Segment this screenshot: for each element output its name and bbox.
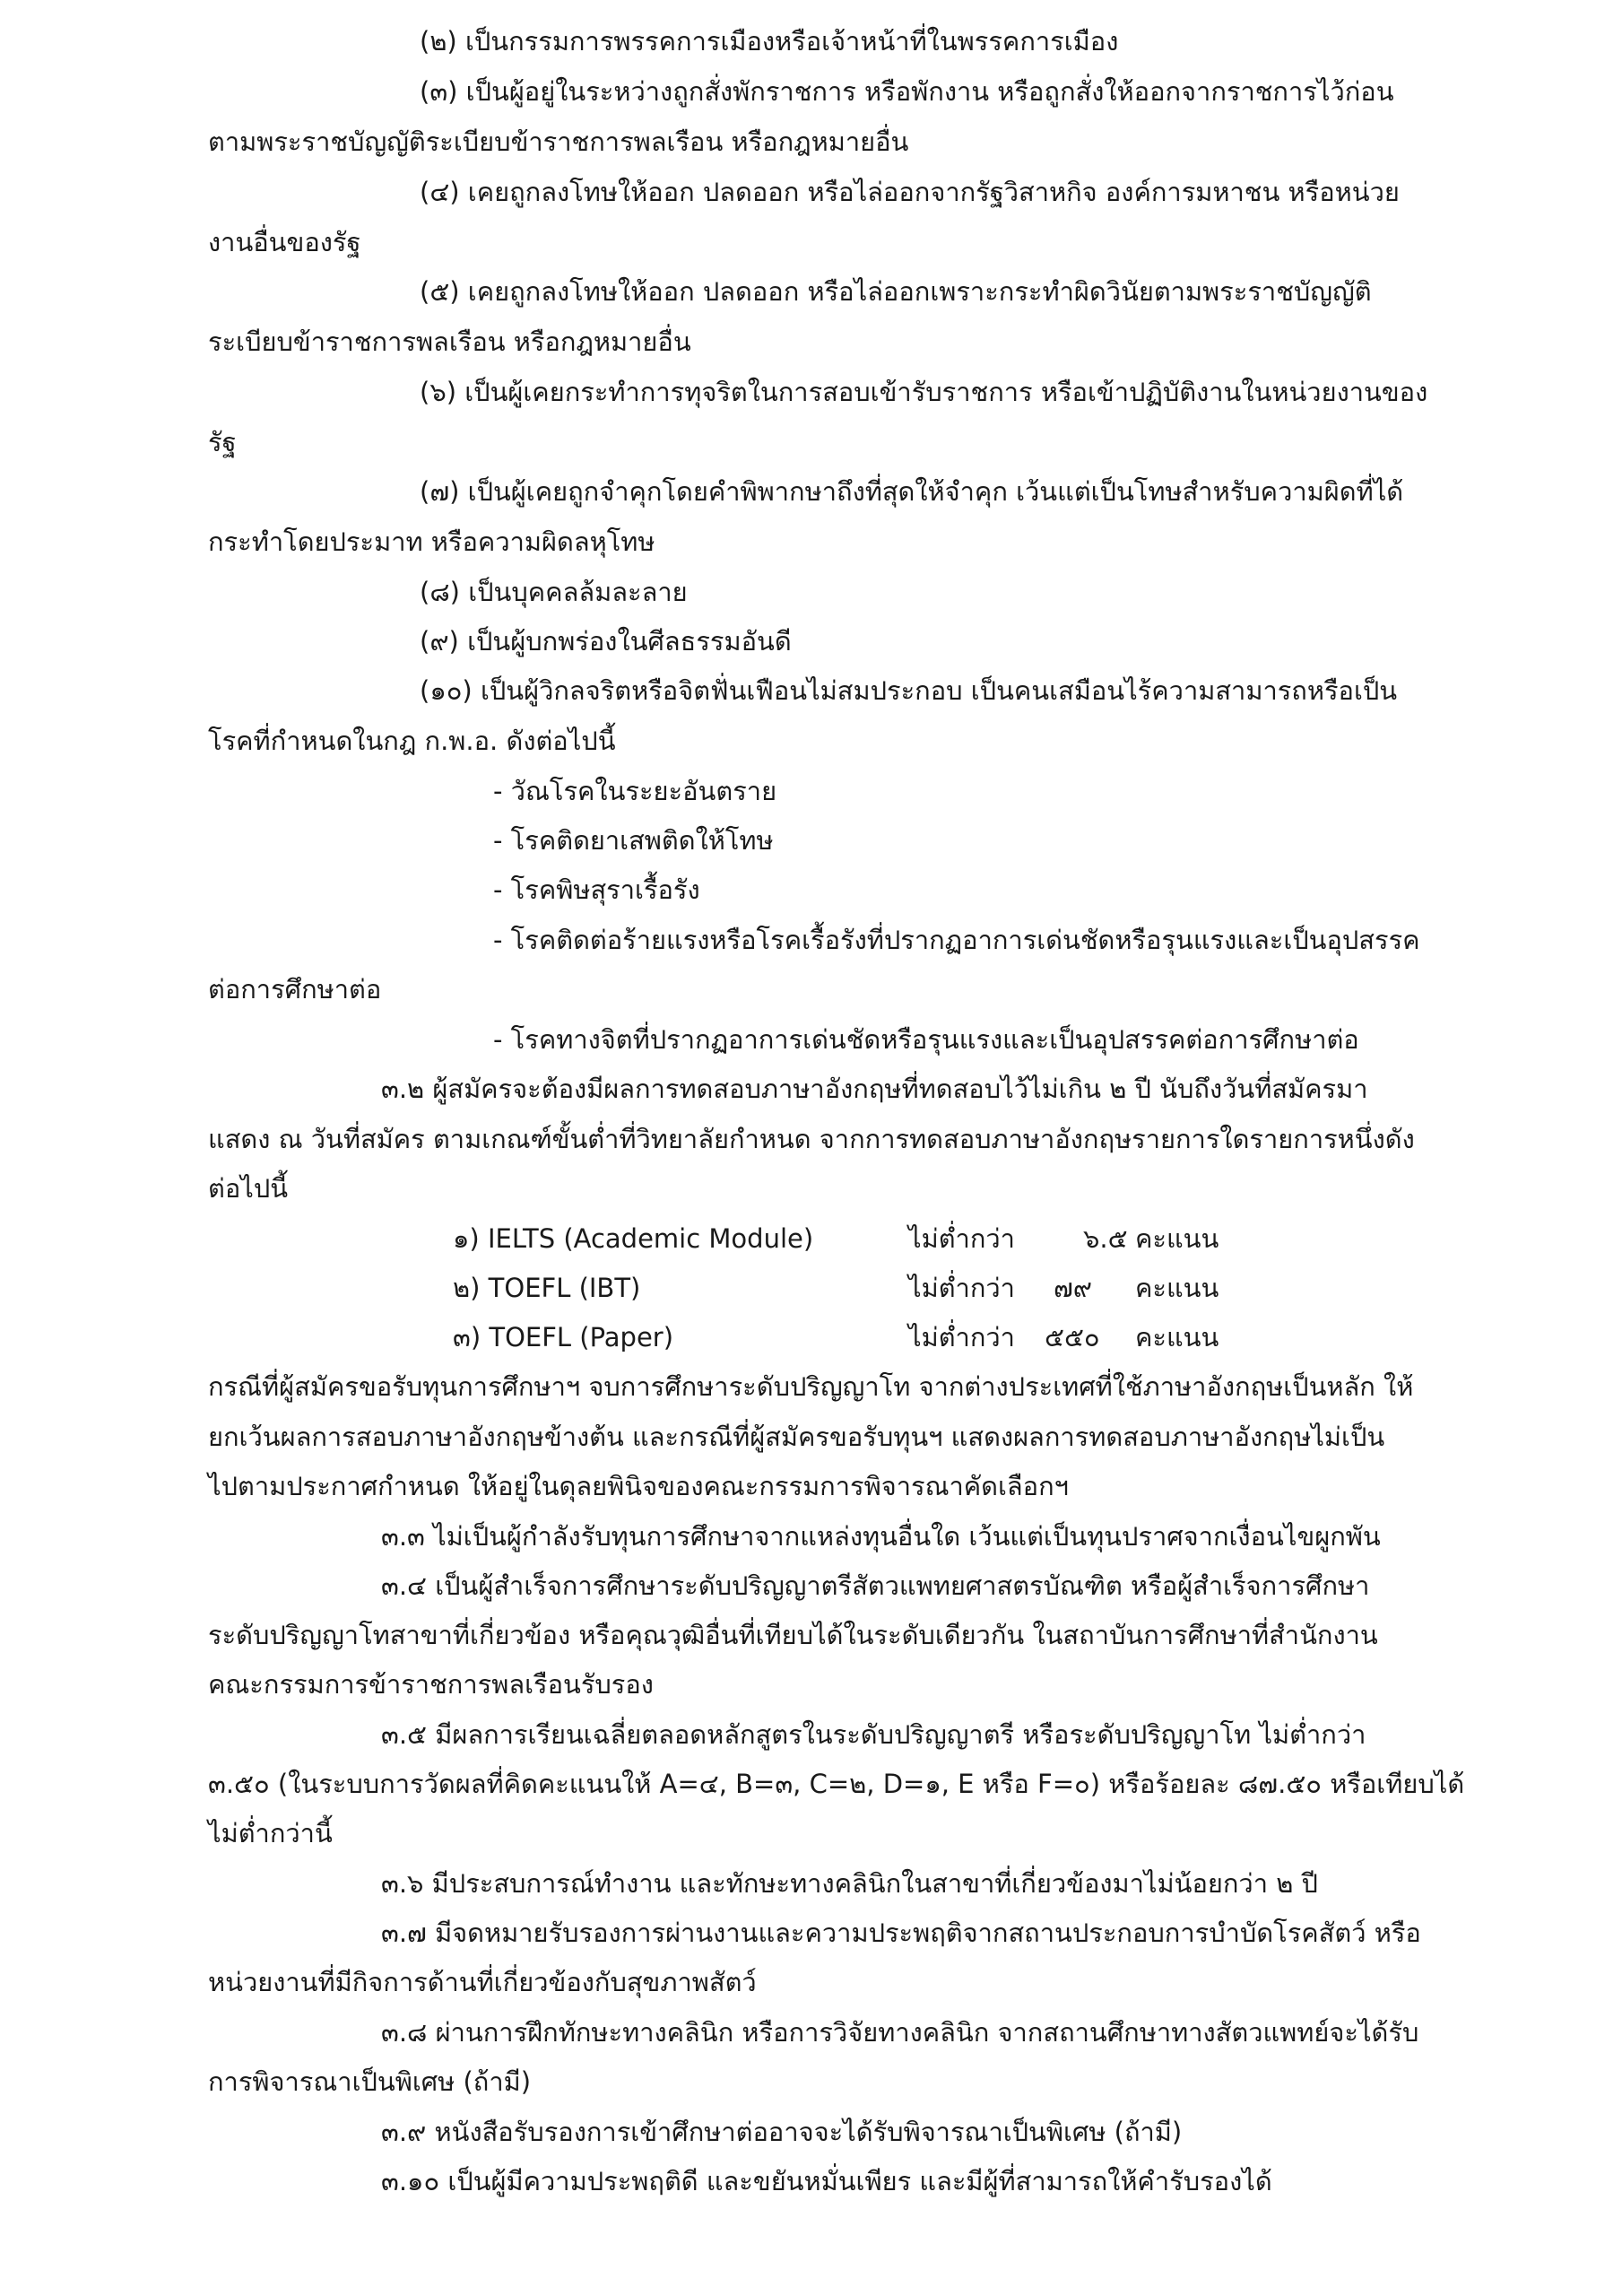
- clause-3-2-cont-2: ต่อไปนี้: [208, 1173, 289, 1204]
- item-2: (๒) เป็นกรรมการพรรคการเมืองหรือเจ้าหน้าที่ในพรรคการเมือง: [420, 26, 1119, 57]
- clause-3-8-cont: การพิจารณาเป็นพิเศษ (ถ้ามี): [208, 2066, 532, 2097]
- exemption-line-1: กรณีที่ผู้สมัครขอรับทุนการศึกษาฯ จบการศึกษาระดับปริญญาโท จากต่างประเทศที่ใช้ภาษาอังกฤษเป็นหลัก ให้: [208, 1371, 1414, 1402]
- test-score: ๗๙: [1054, 1273, 1093, 1303]
- exemption-line-2: ยกเว้นผลการสอบภาษาอังกฤษข้างต้น และกรณีที่ผู้สมัครขอรับทุนฯ แสดงผลการทดสอบภาษาอังกฤษไม่เป็น: [208, 1422, 1385, 1452]
- item-10: (๑๐) เป็นผู้วิกลจริตหรือจิตฟั่นเฟือนไม่สมประกอบ เป็นคนเสมือนไร้ความสามารถหรือเป็น: [420, 675, 1398, 706]
- test-name: ๓) TOEFL (Paper): [453, 1322, 674, 1352]
- clause-3-7-cont: หน่วยงานที่มีกิจการด้านที่เกี่ยวข้องกับสุขภาพสัตว์: [208, 1967, 757, 1997]
- item-3-cont: ตามพระราชบัญญัติระเบียบข้าราชการพลเรือน หรือกฎหมายอื่น: [208, 126, 909, 157]
- item-6: (๖) เป็นผู้เคยกระทำการทุจริตในการสอบเข้ารับราชการ หรือเข้าปฏิบัติงานในหน่วยงานของ: [420, 377, 1428, 407]
- item-4-cont: งานอื่นของรัฐ: [208, 227, 361, 257]
- test-condition: ไม่ต่ำกว่า: [908, 1322, 1015, 1352]
- item-4: (๔) เคยถูกลงโทษให้ออก ปลดออก หรือไล่ออกจากรัฐวิสาหกิจ องค์การมหาชน หรือหน่วย: [420, 177, 1400, 207]
- clause-3-9: ๓.๙ หนังสือรับรองการเข้าศึกษาต่ออาจจะได้รับพิจารณาเป็นพิเศษ (ถ้ามี): [381, 2117, 1183, 2147]
- item-8: (๘) เป็นบุคคลล้มละลาย: [420, 577, 688, 607]
- item-7: (๗) เป็นผู้เคยถูกจำคุกโดยคำพิพากษาถึงที่สุดให้จำคุก เว้นแต่เป็นโทษสำหรับความผิดที่ได้: [420, 476, 1404, 507]
- test-unit: คะแนน: [1135, 1322, 1219, 1352]
- item-7-cont: กระทำโดยประมาท หรือความผิดลหุโทษ: [208, 526, 655, 557]
- clause-3-5-cont-1: ๓.๕๐ (ในระบบการวัดผลที่คิดคะแนนให้ A=๔, B=๓, C=๒, D=๑, E หรือ F=๐) หรือร้อยละ ๘๗.๕๐ หรือเทียบได้: [208, 1769, 1465, 1799]
- clause-3-4-cont-1: ระดับปริญญาโทสาขาที่เกี่ยวข้อง หรือคุณวุฒิอื่นที่เทียบได้ในระดับเดียวกัน ในสถาบันการศึกษาที่สำนักงาน: [208, 1620, 1378, 1650]
- clause-3-7: ๓.๗ มีจดหมายรับรองการผ่านงานและความประพฤติจากสถานประกอบการบำบัดโรคสัตว์ หรือ: [381, 1918, 1421, 1948]
- clause-3-5-cont-2: ไม่ต่ำกว่านี้: [208, 1818, 333, 1848]
- item-5: (๕) เคยถูกลงโทษให้ออก ปลดออก หรือไล่ออกเพราะกระทำผิดวินัยตามพระราชบัญญัติ: [420, 276, 1372, 307]
- test-score: ๖.๕: [1083, 1223, 1128, 1254]
- item-3: (๓) เป็นผู้อยู่ในระหว่างถูกสั่งพักราชการ หรือพักงาน หรือถูกสั่งให้ออกจากราชการไว้ก่อน: [420, 76, 1394, 107]
- clause-3-2: ๓.๒ ผู้สมัครจะต้องมีผลการทดสอบภาษาอังกฤษที่ทดสอบไว้ไม่เกิน ๒ ปี นับถึงวันที่สมัครมา: [381, 1074, 1368, 1104]
- test-name: ๑) IELTS (Academic Module): [453, 1223, 814, 1254]
- clause-3-5: ๓.๕ มีผลการเรียนเฉลี่ยตลอดหลักสูตรในระดับปริญญาตรี หรือระดับปริญญาโท ไม่ต่ำกว่า: [381, 1719, 1366, 1750]
- test-condition: ไม่ต่ำกว่า: [908, 1273, 1015, 1303]
- clause-3-6: ๓.๖ มีประสบการณ์ทำงาน และทักษะทางคลินิกในสาขาที่เกี่ยวข้องมาไม่น้อยกว่า ๒ ปี: [381, 1868, 1318, 1899]
- disease-3: - โรคพิษสุราเรื้อรัง: [493, 874, 700, 905]
- exemption-line-3: ไปตามประกาศกำหนด ให้อยู่ในดุลยพินิจของคณะกรรมการพิจารณาคัดเลือกฯ: [208, 1471, 1069, 1501]
- disease-1: - วัณโรคในระยะอันตราย: [493, 776, 777, 806]
- item-9: (๙) เป็นผู้บกพร่องในศีลธรรมอันดี: [420, 626, 792, 657]
- item-6-cont: รัฐ: [208, 427, 237, 457]
- disease-4-cont: ต่อการศึกษาต่อ: [208, 974, 382, 1004]
- test-condition: ไม่ต่ำกว่า: [908, 1223, 1015, 1254]
- clause-3-10: ๓.๑๐ เป็นผู้มีความประพฤติดี และขยันหมั่นเพียร และมีผู้ที่สามารถให้คำรับรองได้: [381, 2166, 1272, 2196]
- clause-3-4: ๓.๔ เป็นผู้สำเร็จการศึกษาระดับปริญญาตรีสัตวแพทยศาสตรบัณฑิต หรือผู้สำเร็จการศึกษา: [381, 1570, 1370, 1601]
- clause-3-4-cont-2: คณะกรรมการข้าราชการพลเรือนรับรอง: [208, 1669, 654, 1700]
- test-unit: คะแนน: [1135, 1273, 1219, 1303]
- clause-3-8: ๓.๘ ผ่านการฝึกทักษะทางคลินิก หรือการวิจัยทางคลินิก จากสถานศึกษาทางสัตวแพทย์จะได้รับ: [381, 2017, 1419, 2048]
- item-5-cont: ระเบียบข้าราชการพลเรือน หรือกฎหมายอื่น: [208, 326, 691, 357]
- disease-2: - โรคติดยาเสพติดให้โทษ: [493, 825, 774, 856]
- disease-4: - โรคติดต่อร้ายแรงหรือโรคเรื้อรังที่ปรากฏอาการเด่นชัดหรือรุนแรงและเป็นอุปสรรค: [493, 925, 1420, 955]
- test-name: ๒) TOEFL (IBT): [453, 1273, 641, 1303]
- disease-5: - โรคทางจิตที่ปรากฏอาการเด่นชัดหรือรุนแรงและเป็นอุปสรรคต่อการศึกษาต่อ: [493, 1024, 1359, 1055]
- test-score: ๕๕๐: [1045, 1322, 1100, 1352]
- clause-3-2-cont-1: แสดง ณ วันที่สมัคร ตามเกณฑ์ขั้นต่ำที่วิทยาลัยกำหนด จากการทดสอบภาษาอังกฤษรายการใดรายการหนึ่งดัง: [208, 1124, 1415, 1154]
- test-unit: คะแนน: [1135, 1223, 1219, 1254]
- clause-3-3: ๓.๓ ไม่เป็นผู้กำลังรับทุนการศึกษาจากแหล่งทุนอื่นใด เว้นแต่เป็นทุนปราศจากเงื่อนไขผูกพัน: [381, 1521, 1381, 1552]
- item-10-cont: โรคที่กำหนดในกฎ ก.พ.อ. ดังต่อไปนี้: [208, 726, 616, 756]
